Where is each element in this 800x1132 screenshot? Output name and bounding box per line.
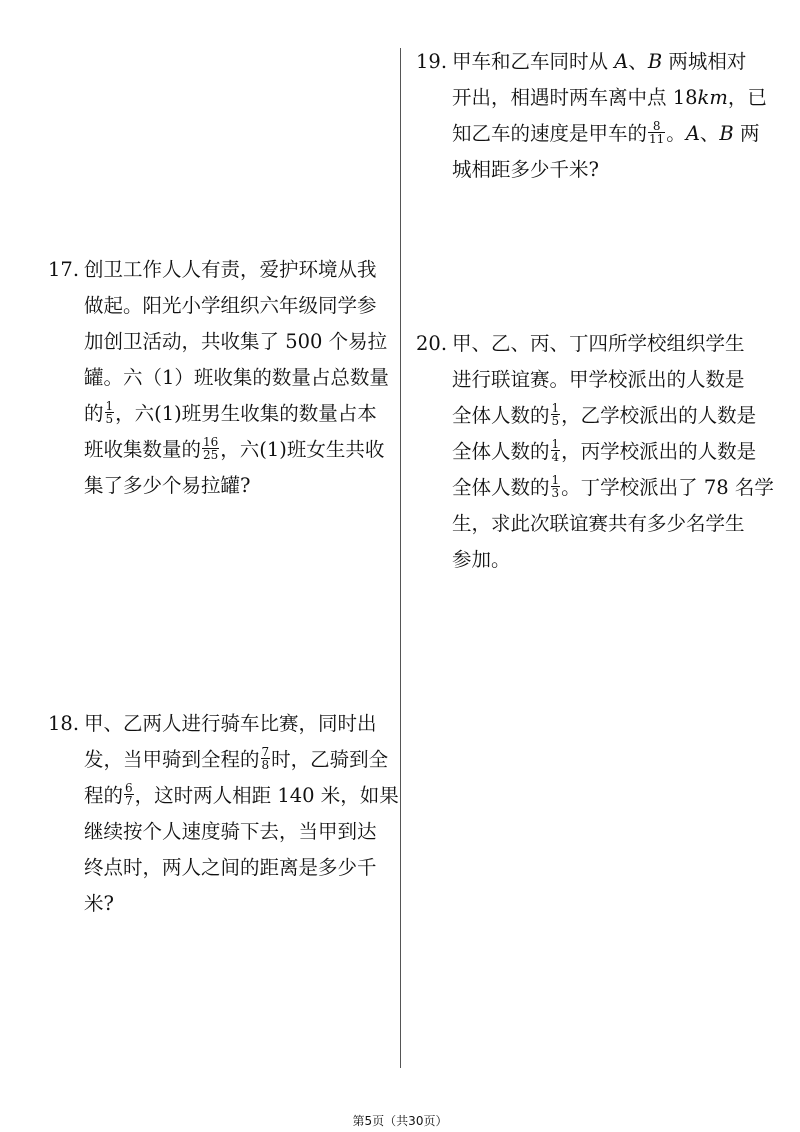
text-run: ，这时两人相距 140 米，如果	[134, 784, 399, 807]
problem-text	[452, 44, 767, 188]
text-line	[84, 742, 388, 778]
fraction	[105, 400, 115, 425]
problem-text	[84, 252, 388, 504]
denominator: 7	[125, 794, 133, 808]
problem-number: 17.	[48, 258, 80, 281]
text-run: 两城相对	[662, 50, 747, 73]
text-line	[452, 44, 756, 80]
text-line: 集了多少个易拉罐?	[84, 474, 251, 497]
text-line: 参加。	[452, 548, 511, 571]
text-line: 甲、乙、丙、丁四所学校组织学生	[452, 332, 745, 355]
numerator: 7	[261, 745, 270, 759]
city-b-label: B	[719, 122, 734, 145]
problem-18	[48, 706, 399, 922]
denominator: 8	[261, 758, 270, 772]
numerator: 1	[105, 399, 114, 413]
fraction	[551, 474, 561, 499]
city-b-label: B	[647, 50, 663, 73]
text-run: 时，乙骑到全	[271, 748, 389, 771]
text-line: 城相距多少千米?	[452, 158, 599, 181]
denominator: 5	[105, 412, 114, 426]
problem-text	[452, 326, 774, 578]
text-line: 罐。六（1）班收集的数量占总数量	[84, 366, 389, 389]
text-run: 发，当甲骑到全程的	[84, 748, 260, 771]
unit-km: km	[697, 86, 728, 109]
problem-19	[416, 44, 767, 188]
city-a-label: A	[685, 122, 700, 145]
text-run: 。	[666, 122, 686, 145]
column-divider	[400, 48, 401, 1068]
text-line: 创卫工作人人有责，爱护环境从我	[84, 258, 377, 281]
text-run: 开出，相遇时两车离中点 18	[452, 86, 698, 109]
fraction	[124, 782, 134, 807]
city-a-label: A	[614, 50, 629, 73]
text-line: 米?	[84, 892, 114, 915]
text-run: 全体人数的	[452, 440, 550, 463]
text-run: 甲车和乙车同时从	[452, 50, 615, 73]
text-line	[84, 396, 388, 432]
text-line: 加创卫活动，共收集了 500 个易拉	[84, 330, 388, 353]
text-run: 、	[699, 122, 720, 145]
text-line	[452, 398, 756, 434]
problem-number: 18.	[48, 712, 80, 735]
text-line: 进行联谊赛。甲学校派出的人数是	[452, 368, 745, 391]
text-line: 终点时，两人之间的距离是多少千	[84, 856, 377, 879]
text-run: ，已	[727, 86, 767, 109]
text-run: 程的	[84, 784, 124, 807]
problem-number: 20.	[416, 332, 448, 355]
text-line: 生，求此次联谊赛共有多少名学生	[452, 512, 745, 535]
text-run: ，丙学校派出的人数是	[561, 440, 757, 463]
denominator: 3	[551, 486, 560, 500]
numerator: 16	[203, 435, 219, 449]
problem-20	[416, 326, 774, 578]
text-line: 做起。阳光小学组织六年级同学参	[84, 294, 377, 317]
numerator: 6	[125, 781, 133, 795]
problem-number: 19.	[416, 50, 448, 73]
fraction	[202, 436, 219, 461]
denominator: 25	[203, 448, 219, 462]
fraction	[648, 120, 665, 145]
text-line: 甲、乙两人进行骑车比赛，同时出	[84, 712, 377, 735]
denominator: 11	[649, 132, 665, 146]
text-run: ，乙学校派出的人数是	[561, 404, 757, 427]
text-run: 全体人数的	[452, 476, 550, 499]
text-run: ，六(1)班男生收集的数量占本	[115, 402, 377, 425]
text-line	[84, 778, 399, 814]
text-run: 的	[84, 402, 104, 425]
text-run: 。丁学校派出了 78 名学	[561, 476, 774, 499]
numerator: 1	[551, 401, 560, 415]
numerator: 1	[551, 437, 560, 451]
text-run: 班收集数量的	[84, 438, 202, 461]
problem-17	[48, 252, 388, 504]
text-line: 继续按个人速度骑下去，当甲到达	[84, 820, 377, 843]
text-line	[452, 470, 774, 506]
text-line	[452, 116, 760, 152]
problem-text	[84, 706, 399, 922]
fraction	[551, 402, 561, 427]
text-run: 、	[628, 50, 648, 73]
denominator: 4	[551, 450, 560, 464]
text-run: ，六(1)班女生共收	[220, 438, 385, 461]
fraction	[261, 746, 271, 771]
text-line	[84, 432, 388, 468]
numerator: 1	[551, 473, 560, 487]
page-footer: 第5页（共30页）	[352, 1114, 448, 1128]
text-run: 全体人数的	[452, 404, 550, 427]
text-run: 知乙车的速度是甲车的	[452, 122, 648, 145]
denominator: 5	[551, 414, 560, 428]
numerator: 8	[652, 119, 661, 133]
text-run: 两	[733, 122, 760, 145]
fraction	[551, 438, 561, 463]
text-line	[452, 434, 756, 470]
text-line	[452, 80, 767, 116]
